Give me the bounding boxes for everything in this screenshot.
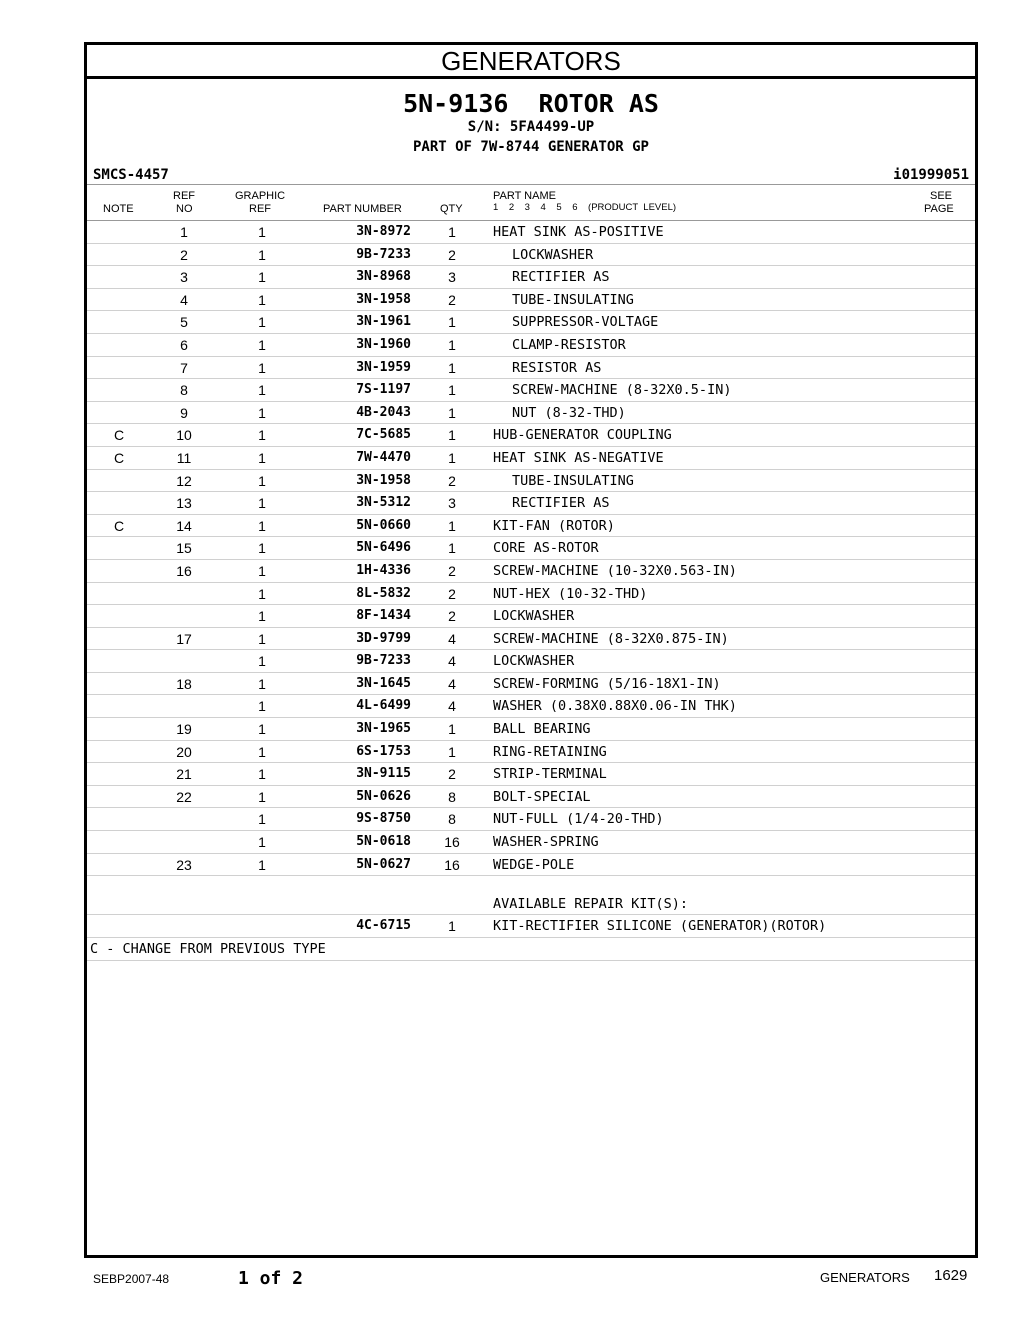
- qty-cell: 4: [448, 675, 456, 692]
- table-row: [87, 673, 975, 696]
- qty-cell: 1: [448, 382, 456, 399]
- graphic-ref-cell: 1: [258, 675, 266, 692]
- part-name-cell: CORE AS-ROTOR: [493, 540, 599, 557]
- part-name-cell: SCREW-MACHINE (10-32X0.563-IN): [493, 562, 737, 579]
- part-number-cell: 3N-1958: [356, 472, 411, 488]
- qty-cell: 2: [448, 246, 456, 263]
- ref-no-cell: 12: [176, 472, 192, 489]
- qty-cell: 1: [448, 359, 456, 376]
- col-part-name: PART NAME: [493, 190, 556, 202]
- legend-text: C - CHANGE FROM PREVIOUS TYPE: [90, 940, 326, 957]
- part-name-cell: BOLT-SPECIAL: [493, 788, 591, 805]
- graphic-ref-cell: 1: [258, 427, 266, 444]
- note-cell: C: [113, 427, 125, 444]
- part-name-cell: WEDGE-POLE: [493, 856, 575, 873]
- qty-cell: 3: [448, 495, 456, 512]
- page-frame: [84, 42, 978, 1258]
- repair-kit-name: KIT-RECTIFIER SILICONE (GENERATOR)(ROTOR): [493, 918, 827, 935]
- part-number-cell: 3N-8968: [356, 269, 411, 285]
- part-number-cell: 3N-1960: [356, 336, 411, 352]
- table-row: [87, 808, 975, 831]
- qty-cell: 2: [448, 585, 456, 602]
- graphic-ref-cell: 1: [258, 359, 266, 376]
- part-name-cell: LOCKWASHER: [493, 608, 575, 625]
- part-name-cell: SCREW-FORMING (5/16-18X1-IN): [493, 675, 721, 692]
- ref-no-cell: 9: [180, 404, 188, 421]
- part-name-cell: STRIP-TERMINAL: [493, 766, 607, 783]
- part-name-cell: NUT-FULL (1/4-20-THD): [493, 811, 664, 828]
- part-number-cell: 1H-4336: [356, 562, 411, 578]
- col-gref-top: GRAPHIC: [235, 190, 286, 202]
- part-name-cell: NUT (8-32-THD): [512, 404, 626, 421]
- ref-no-cell: 20: [176, 743, 192, 760]
- qty-cell: 1: [448, 314, 456, 331]
- graphic-ref-cell: 1: [258, 721, 266, 738]
- table-row: [87, 605, 975, 628]
- graphic-ref-cell: 1: [258, 291, 266, 308]
- part-name-cell: SUPPRESSOR-VOLTAGE: [512, 314, 659, 331]
- repair-kit-qty: 1: [448, 918, 456, 935]
- col-see-bottom: PAGE: [924, 203, 954, 215]
- col-product-level: 1 2 3 4 5 6 (PRODUCT LEVEL): [493, 202, 677, 213]
- repair-kit-row: [87, 915, 975, 938]
- table-row: [87, 695, 975, 718]
- part-number-cell: 5N-0626: [356, 788, 411, 804]
- graphic-ref-cell: 1: [258, 856, 266, 873]
- graphic-ref-cell: 1: [258, 653, 266, 670]
- ref-no-cell: 17: [176, 630, 192, 647]
- table-row: [87, 560, 975, 583]
- serial-range: S/N: 5FA4499-UP: [467, 119, 595, 135]
- repair-kit-part-number: 4C-6715: [356, 918, 411, 934]
- part-number-cell: 3D-9799: [356, 630, 411, 646]
- parts-list: [87, 221, 975, 876]
- part-number-cell: 9B-7233: [356, 246, 411, 262]
- qty-cell: 3: [448, 269, 456, 286]
- part-number-cell: 5N-0660: [356, 517, 411, 533]
- qty-cell: 16: [444, 856, 460, 873]
- graphic-ref-cell: 1: [258, 788, 266, 805]
- qty-cell: 1: [448, 743, 456, 760]
- qty-cell: 2: [448, 291, 456, 308]
- part-name-cell: HUB-GENERATOR COUPLING: [493, 427, 672, 444]
- footer-section: GENERATORS: [820, 1270, 910, 1285]
- graphic-ref-cell: 1: [258, 246, 266, 263]
- graphic-ref-cell: 1: [258, 766, 266, 783]
- part-name-cell: RESISTOR AS: [512, 359, 602, 376]
- qty-cell: 2: [448, 562, 456, 579]
- part-name-cell: SCREW-MACHINE (8-32X0.5-IN): [512, 382, 732, 399]
- table-row: [87, 357, 975, 380]
- table-row: [87, 718, 975, 741]
- part-number-cell: 3N-1958: [356, 291, 411, 307]
- qty-cell: 2: [448, 472, 456, 489]
- ref-no-cell: 23: [176, 856, 192, 873]
- part-number-cell: 3N-1961: [356, 314, 411, 330]
- graphic-ref-cell: 1: [258, 472, 266, 489]
- table-row: [87, 289, 975, 312]
- ref-no-cell: 21: [176, 766, 192, 783]
- qty-cell: 1: [448, 517, 456, 534]
- table-row: [87, 786, 975, 809]
- part-name-cell: HEAT SINK AS-POSITIVE: [493, 224, 664, 240]
- qty-cell: 1: [448, 540, 456, 557]
- part-name-cell: RING-RETAINING: [493, 743, 607, 760]
- part-name-cell: TUBE-INSULATING: [512, 291, 634, 308]
- col-see-top: SEE: [930, 190, 953, 202]
- ref-no-cell: 11: [176, 449, 192, 466]
- ref-no-cell: 6: [180, 336, 188, 353]
- part-name-cell: WASHER-SPRING: [493, 834, 599, 851]
- table-row: [87, 583, 975, 606]
- table-row: [87, 537, 975, 560]
- graphic-ref-cell: 1: [258, 540, 266, 557]
- part-name-cell: NUT-HEX (10-32-THD): [493, 585, 648, 602]
- ref-no-cell: 2: [180, 246, 188, 263]
- part-name-cell: WASHER (0.38X0.88X0.06-IN THK): [493, 698, 737, 715]
- graphic-ref-cell: 1: [258, 336, 266, 353]
- ref-no-cell: 5: [180, 314, 188, 331]
- qty-cell: 1: [448, 427, 456, 444]
- qty-cell: 2: [448, 766, 456, 783]
- note-cell: C: [113, 517, 125, 534]
- col-gref-bottom: REF: [249, 203, 271, 215]
- part-name-cell: BALL BEARING: [493, 721, 591, 738]
- qty-cell: 1: [448, 721, 456, 738]
- qty-cell: 8: [448, 811, 456, 828]
- table-row: [87, 311, 975, 334]
- ref-no-cell: 4: [180, 291, 188, 308]
- ref-no-cell: 15: [176, 540, 192, 557]
- table-row: [87, 741, 975, 764]
- table-row: [87, 492, 975, 515]
- graphic-ref-cell: 1: [258, 743, 266, 760]
- part-number-cell: 6S-1753: [356, 743, 411, 759]
- part-number-cell: 4B-2043: [356, 404, 411, 420]
- part-number-cell: 3N-1965: [356, 721, 411, 737]
- col-ref-bottom: NO: [176, 203, 193, 215]
- qty-cell: 4: [448, 653, 456, 670]
- part-number-cell: 8F-1434: [356, 608, 411, 624]
- legend-row: [87, 938, 975, 961]
- qty-cell: 1: [448, 404, 456, 421]
- graphic-ref-cell: 1: [258, 608, 266, 625]
- graphic-ref-cell: 1: [258, 698, 266, 715]
- part-name-cell: LOCKWASHER: [493, 653, 575, 670]
- table-row: [87, 424, 975, 447]
- graphic-ref-cell: 1: [258, 834, 266, 851]
- table-row: [87, 470, 975, 493]
- col-ref-top: REF: [173, 190, 195, 202]
- graphic-ref-cell: 1: [258, 630, 266, 647]
- part-name-cell: HEAT SINK AS-NEGATIVE: [493, 449, 664, 466]
- qty-cell: 16: [444, 834, 460, 851]
- table-row: [87, 763, 975, 786]
- part-number-cell: 3N-1645: [356, 675, 411, 691]
- table-row: [87, 628, 975, 651]
- part-name-cell: CLAMP-RESISTOR: [512, 336, 626, 353]
- part-name-cell: KIT-FAN (ROTOR): [493, 517, 615, 534]
- repair-kit-heading-row: [87, 876, 975, 915]
- col-note: NOTE: [103, 203, 134, 215]
- col-qty: QTY: [440, 203, 463, 215]
- smcs-code: SMCS-4457: [93, 167, 169, 183]
- graphic-ref-cell: 1: [258, 562, 266, 579]
- graphic-ref-cell: 1: [258, 404, 266, 421]
- table-row: [87, 402, 975, 425]
- graphic-ref-cell: 1: [258, 314, 266, 331]
- ref-no-cell: 10: [176, 427, 192, 444]
- graphic-ref-cell: 1: [258, 382, 266, 399]
- ref-no-cell: 14: [176, 517, 192, 534]
- part-number-cell: 5N-0627: [356, 856, 411, 872]
- footer-page-of: 1 of 2: [238, 1268, 304, 1289]
- part-name-cell: SCREW-MACHINE (8-32X0.875-IN): [493, 630, 729, 647]
- ref-no-cell: 8: [180, 382, 188, 399]
- graphic-ref-cell: 1: [258, 269, 266, 286]
- part-name-cell: RECTIFIER AS: [512, 269, 610, 286]
- graphic-ref-cell: 1: [258, 495, 266, 512]
- graphic-ref-cell: 1: [258, 224, 266, 240]
- qty-cell: 1: [448, 449, 456, 466]
- qty-cell: 4: [448, 698, 456, 715]
- part-number-cell: 3N-9115: [356, 766, 411, 782]
- ref-no-cell: 1: [180, 224, 188, 240]
- qty-cell: 4: [448, 630, 456, 647]
- table-row: [87, 379, 975, 402]
- ref-no-cell: 18: [176, 675, 192, 692]
- illustration-id: i01999051: [893, 167, 969, 183]
- ref-no-cell: 3: [180, 269, 188, 286]
- ref-no-cell: 7: [180, 359, 188, 376]
- table-row: [87, 221, 975, 244]
- part-number-cell: 4L-6499: [356, 698, 411, 714]
- table-row: [87, 334, 975, 357]
- table-row: [87, 266, 975, 289]
- part-name-cell: LOCKWASHER: [512, 246, 594, 263]
- table-row: [87, 447, 975, 470]
- graphic-ref-cell: 1: [258, 811, 266, 828]
- part-name-cell: TUBE-INSULATING: [512, 472, 634, 489]
- ref-no-cell: 13: [176, 495, 192, 512]
- qty-cell: 8: [448, 788, 456, 805]
- graphic-ref-cell: 1: [258, 585, 266, 602]
- column-headers: [87, 184, 975, 221]
- ref-no-cell: 19: [176, 721, 192, 738]
- part-number-cell: 9B-7233: [356, 653, 411, 669]
- assembly-header: [87, 79, 975, 184]
- part-number-cell: 7W-4470: [356, 449, 411, 465]
- footer-page-number: 1629: [934, 1267, 968, 1284]
- table-row: [87, 831, 975, 854]
- col-part-number: PART NUMBER: [323, 203, 402, 215]
- assembly-title: 5N-9136 ROTOR AS: [403, 89, 659, 118]
- table-row: [87, 515, 975, 538]
- part-number-cell: 3N-8972: [356, 224, 411, 239]
- table-row: [87, 650, 975, 673]
- part-number-cell: 9S-8750: [356, 811, 411, 827]
- part-number-cell: 7C-5685: [356, 427, 411, 443]
- part-number-cell: 3N-5312: [356, 495, 411, 511]
- section-title: GENERATORS: [87, 45, 975, 79]
- table-row: [87, 244, 975, 267]
- ref-no-cell: 22: [176, 788, 192, 805]
- part-number-cell: 5N-6496: [356, 540, 411, 556]
- graphic-ref-cell: 1: [258, 517, 266, 534]
- qty-cell: 2: [448, 608, 456, 625]
- ref-no-cell: 16: [176, 562, 192, 579]
- qty-cell: 1: [448, 224, 456, 240]
- part-number-cell: 7S-1197: [356, 382, 411, 398]
- part-number-cell: 8L-5832: [356, 585, 411, 601]
- repair-kit-heading: AVAILABLE REPAIR KIT(S):: [493, 896, 689, 913]
- table-row: [87, 854, 975, 877]
- footer-doc-id: SEBP2007-48: [93, 1272, 170, 1286]
- part-number-cell: 5N-0618: [356, 834, 411, 850]
- part-number-cell: 3N-1959: [356, 359, 411, 375]
- parent-assembly: PART OF 7W-8744 GENERATOR GP: [412, 139, 649, 155]
- qty-cell: 1: [448, 336, 456, 353]
- part-name-cell: RECTIFIER AS: [512, 495, 610, 512]
- note-cell: C: [113, 449, 125, 466]
- graphic-ref-cell: 1: [258, 449, 266, 466]
